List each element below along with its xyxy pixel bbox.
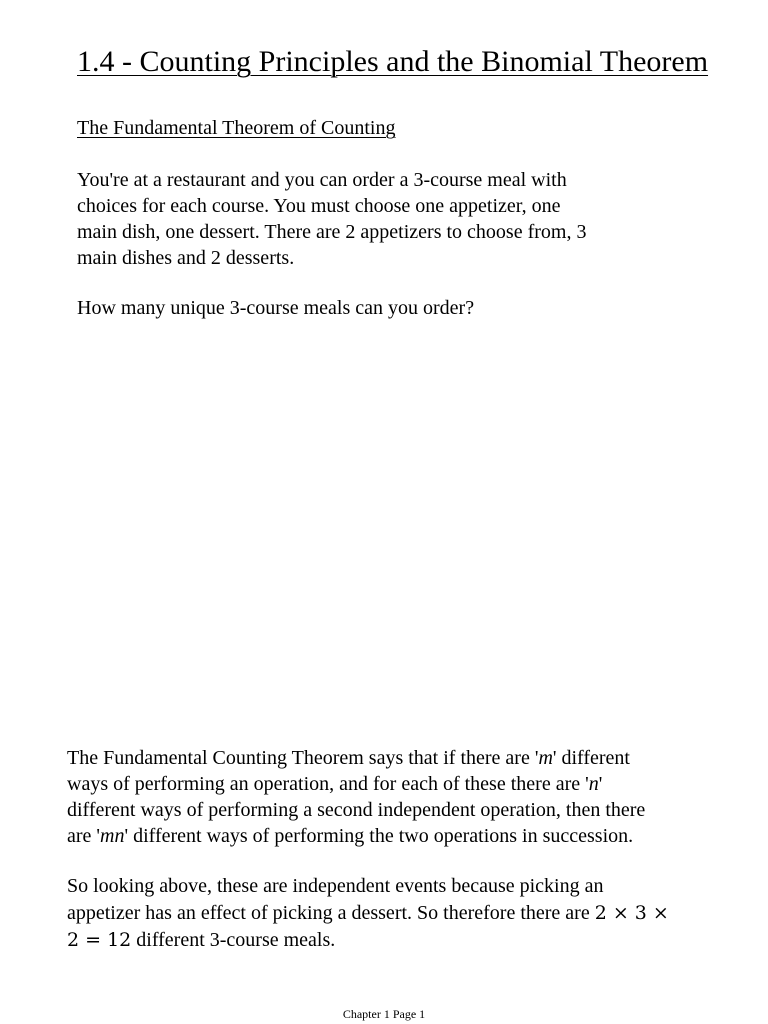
- question: How many unique 3-course meals can you order?: [77, 297, 475, 319]
- conclusion-line: So looking above, these are independent events because picking an: [67, 875, 604, 897]
- theorem-line: different ways of performing a second independent operation, then there: [67, 799, 646, 821]
- variable-n: n: [588, 773, 599, 795]
- variable-mn: mn: [100, 825, 125, 847]
- problem-line: main dish, one dessert. There are 2 appetizers to choose from, 3: [77, 221, 587, 243]
- math-expression: 2 = 12: [67, 929, 132, 951]
- problem-line: main dishes and 2 desserts.: [77, 247, 295, 269]
- theorem-paragraph: [67, 745, 747, 849]
- theorem-text: ways of performing an operation, and for each of these there are ': [67, 773, 589, 795]
- problem-line: You're at a restaurant and you can order a 3-course meal with: [77, 169, 567, 191]
- theorem-line: [67, 745, 747, 771]
- theorem-text: are ': [67, 825, 101, 847]
- problem-line: choices for each course. You must choose one appetizer, one: [77, 195, 561, 217]
- theorem-line: [67, 823, 747, 849]
- section-heading: The Fundamental Theorem of Counting: [77, 117, 396, 139]
- variable-m: m: [538, 747, 553, 769]
- theorem-text: ' different: [552, 747, 630, 769]
- conclusion-text: appetizer has an effect of picking a dessert. So therefore there are: [67, 902, 595, 924]
- theorem-line: [67, 771, 747, 797]
- math-expression: 2 × 3 ×: [594, 902, 669, 924]
- problem-statement: [77, 167, 677, 271]
- conclusion-paragraph: [67, 873, 757, 954]
- conclusion-text: different 3-course meals.: [131, 929, 336, 951]
- conclusion-line: [67, 927, 757, 954]
- conclusion-line: [67, 900, 757, 927]
- theorem-text: ' different ways of performing the two operations in succession.: [124, 825, 634, 847]
- page-footer: Chapter 1 Page 1: [342, 1007, 426, 1021]
- theorem-text: The Fundamental Counting Theorem says that if there are ': [67, 747, 539, 769]
- page-title: 1.4 - Counting Principles and the Binomial Theorem: [77, 45, 709, 78]
- theorem-text: ': [598, 773, 603, 795]
